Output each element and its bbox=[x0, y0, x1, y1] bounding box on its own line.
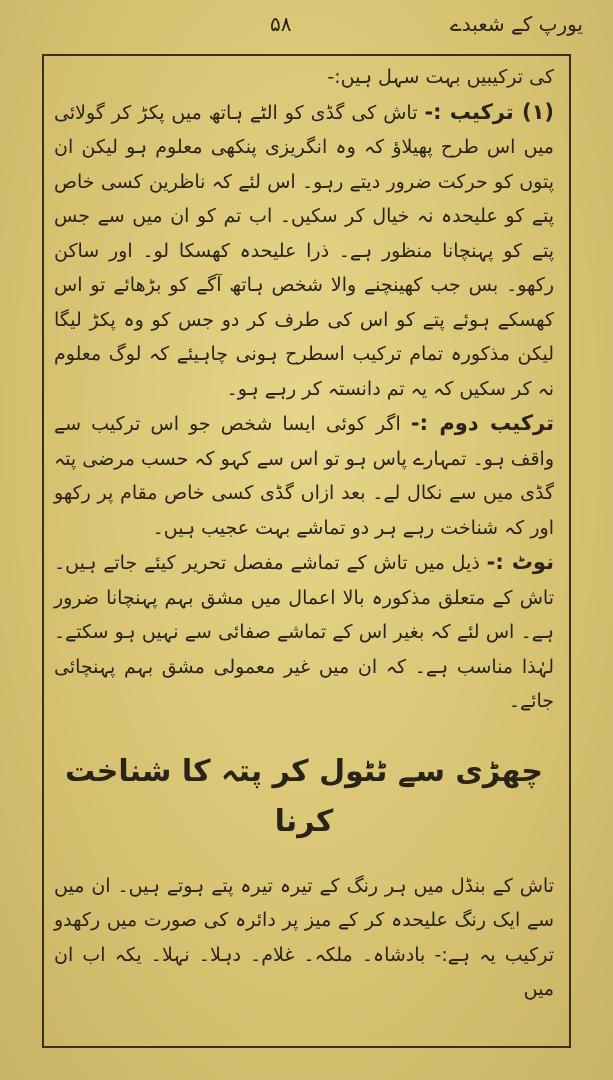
paragraph-text: تاش کی گڈی کو الٹے ہاتھ میں پکڑ کر گولائی میں اس طرح پھیلاؤ کہ وہ انگریزی پنکھی معلوم ہو لیکن ان پتوں کو حرکت ضرور دیتے رہو۔ اس لئے کہ ناظرین کسی خاص پتے کو علیحدہ نہ خیال کر سکیں۔ اب تم کو ان میں سے جس پتے کو پہنچانا منظور ہے۔ ذرا علیحدہ کھسکا لو۔ اور ساکن رکھو۔ بس جب کھینچنے والا شخص ہاتھ آگے کو بڑھائے تو اس کھسکے ہوئے پتے کو اس کی طرف کر دو جس کو وہ پکڑ لیگا لیکن مذکورہ تمام ترکیب اسطرح ہونی چاہیئے کہ لوگ معلوم نہ کر سکیں کہ یہ تم دانستہ کر رہے ہو۔ bbox=[54, 101, 554, 400]
method-2-heading: ترکیب دوم :- bbox=[410, 411, 555, 435]
page-header bbox=[40, 12, 583, 46]
paragraph-method-2 bbox=[54, 406, 554, 545]
paragraph-method-1 bbox=[54, 95, 554, 407]
body-text bbox=[54, 60, 554, 1007]
paragraph-intro bbox=[54, 60, 554, 95]
section-heading: چھڑی سے ٹٹول کر پتہ کا شناخت کرنا bbox=[65, 753, 543, 839]
running-title: یورپ کے شعبدے bbox=[450, 12, 583, 36]
paragraph-note bbox=[54, 545, 554, 719]
paragraph-text: اگر کوئی ایسا شخص جو اس ترکیب سے واقف ہو۔ تمہارے پاس ہو تو اس سے کہو کہ حسب مرضی پتہ گڈی میں سے نکال لے۔ بعد ازاں گڈی کسی خاص مقام پر رکھو اور کہ شناخت رہے ہر دو تماشے بہت عجیب ہیں۔ bbox=[54, 413, 554, 539]
note-heading: نوٹ :- bbox=[486, 550, 554, 574]
paragraph-text: ذیل میں تاش کے تماشے مفصل تحریر کیئے جاتے ہیں۔ تاش کے متعلق مذکورہ بالا اعمال میں مشق بہم پہنچانا ضرور ہے۔ اس لئے کہ بغیر اس کے تماشے صفائی سے نہیں ہو سکتے۔ لہٰذا مناسب ہے۔ کہ ان میں غیر معمولی مشق بہم پہنچائی جائے۔ bbox=[54, 552, 554, 712]
method-1-heading: (۱) ترکیب :- bbox=[424, 99, 554, 124]
paragraph-text: کی ترکیبیں بہت سہل ہیں:- bbox=[327, 66, 554, 88]
page-number: ۵۸ bbox=[270, 12, 292, 36]
paragraph-closing: تاش کے بنڈل میں ہر رنگ کے تیرہ تیرہ پتے ہوتے ہیں۔ ان میں سے ایک رنگ علیحدہ کر کے میز پر دائرہ کی صورت میں رکھدو ترکیب یہ ہے:- بادشاہ۔ ملکہ۔ غلام۔ دہلا۔ نہلا۔ یکہ اب ان میں bbox=[54, 874, 554, 1000]
